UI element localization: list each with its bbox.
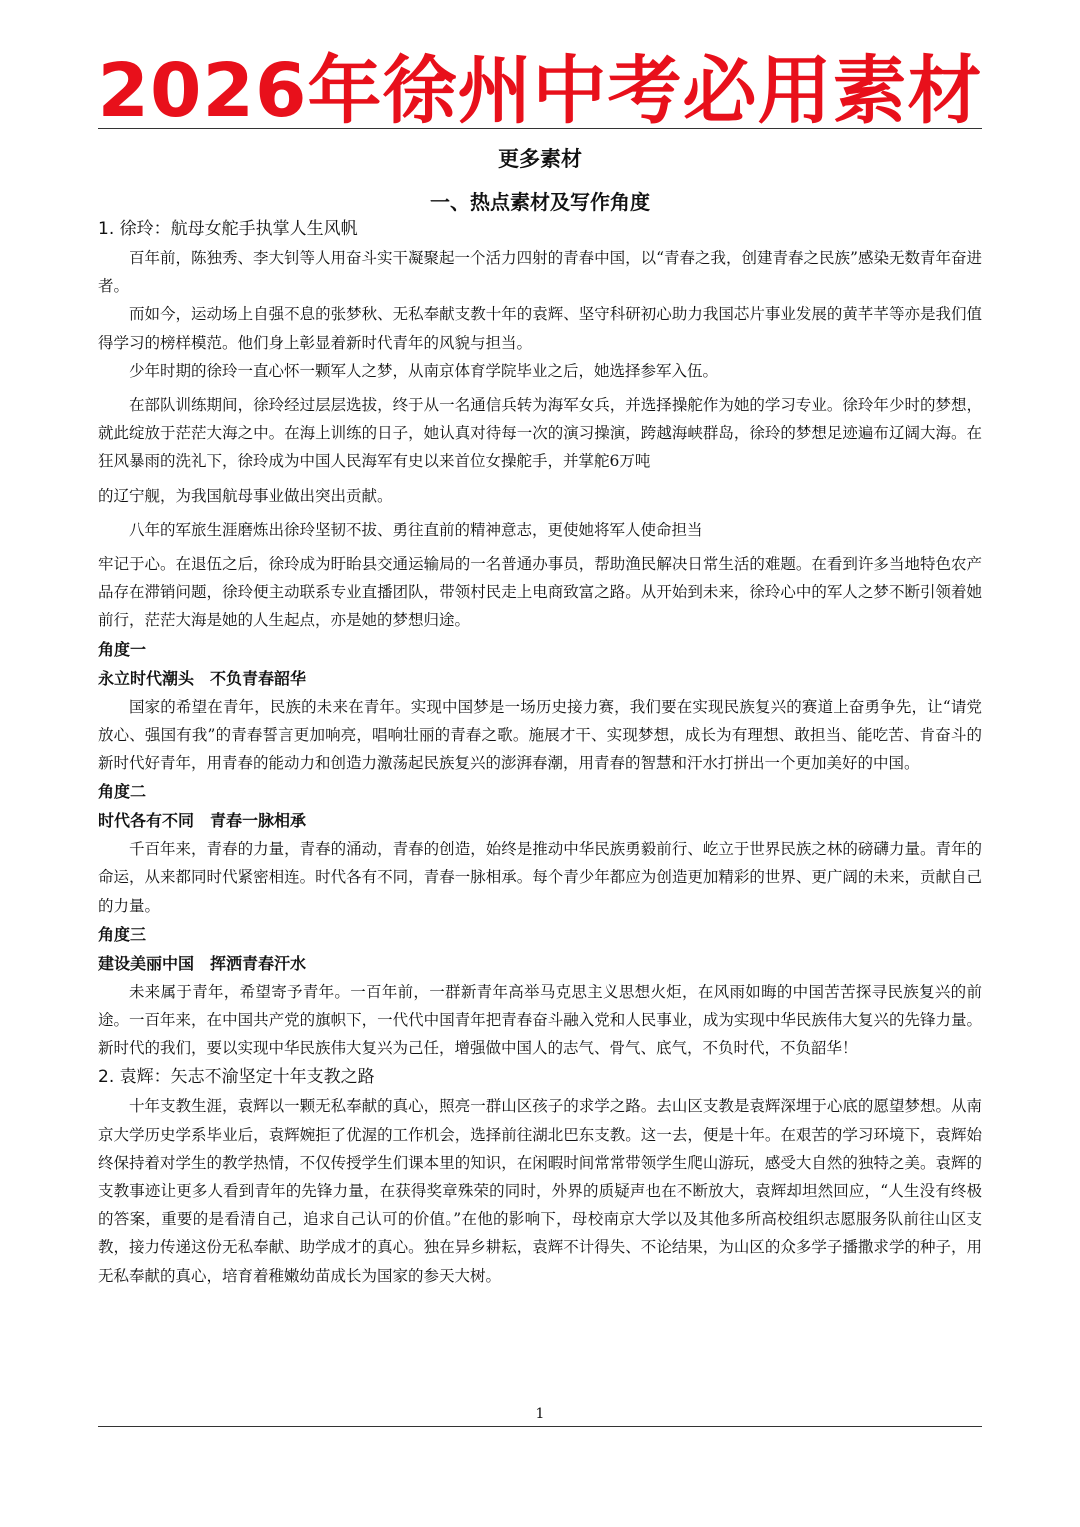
topic-heading: 2. 袁辉：矢志不渝坚定十年支教之路 (98, 1067, 375, 1088)
paragraph: 八年的军旅生涯磨炼出徐玲坚韧不拔、勇往直前的精神意志，更使她将军人使命担当 (129, 520, 703, 539)
paragraph: 国家的希望在青年，民族的未来在青年。实现中国梦是一场历史接力赛，我们要在实现民族复兴的赛道上奋勇争先，让“请党放心、强国有我”的青春誓言更加响亮，唱响壮丽的青春之歌。施展才干、实现梦想，成长为有理想、敢担当、能吃苦、肯奋斗的新时代好青年，用青春的能动力和创造力激荡起民族复兴的澎湃春潮，用青春的智慧和汗水打拼出一个更加美好的中国。 (98, 697, 982, 773)
paragraph: 而如今，运动场上自强不息的张梦秋、无私奉献支教十年的袁辉、坚守科研初心助力我国芯片事业发展的黄芊芊等亦是我们值得学习的榜样模范。他们身上彰显着新时代青年的风貌与担当。 (98, 305, 982, 352)
section-title: 一、热点素材及写作角度 (430, 190, 650, 214)
page-number: 1 (535, 1406, 545, 1422)
paragraph: 十年支教生涯，袁辉以一颗无私奉献的真心，照亮一群山区孩子的求学之路。去山区支教是袁辉深埋于心底的愿望梦想。从南京大学历史学系毕业后，袁辉婉拒了优渥的工作机会，选择前往湖北巴东支教。这一去，便是十年。在艰苦的学习环境下，袁辉始终保持着对学生的教学热情，不仅传授学生们课本里的知识，在闲暇时间常常带领学生爬山游玩，感受大自然的独特之美。袁辉的支教事迹让更多人看到青年的先锋力量，在获得奖章殊荣的同时，外界的质疑声也在不断放大，袁辉却坦然回应，“人生没有终极的答案，重要的是看清自己，追求自己认可的价值。”在他的影响下，母校南京大学以及其他多所高校组织志愿服务队前往山区支教，接力传递这份无私奉献、助学成才的真心。独在异乡耕耘，袁辉不计得失、不论结果，为山区的众多学子播撒求学的种子，用无私奉献的真心，培育着稚嫩幼苗成长为国家的参天大树。 (98, 1097, 982, 1285)
header-rule (98, 128, 982, 129)
angle-title: 时代各有不同 青春一脉相承 (98, 811, 307, 831)
footer-rule (98, 1426, 982, 1427)
angle-title: 建设美丽中国 挥洒青春汗水 (98, 953, 307, 973)
paragraph: 的辽宁舰，为我国航母事业做出突出贡献。 (98, 486, 393, 505)
paragraph: 在部队训练期间，徐玲经过层层选拔，终于从一名通信兵转为海军女兵，并选择操舵作为她的学习专业。徐玲年少时的梦想，就此绽放于茫茫大海之中。在海上训练的日子，她认真对待每一次的演习操演，跨越海峡群岛，徐玲的梦想足迹遍布辽阔大海。在狂风暴雨的洗礼下，徐玲成为中国人民海军有史以来首位女操舵手，并掌舵6万吨 (98, 396, 982, 471)
angle-label: 角度二 (98, 782, 147, 802)
paragraph: 百年前，陈独秀、李大钊等人用奋斗实干凝聚起一个活力四射的青春中国，以“青春之我，创建青春之民族”感染无数青年奋进者。 (98, 249, 982, 296)
paragraph: 未来属于青年，希望寄予青年。一百年前，一群新青年高举马克思主义思想火炬，在风雨如晦的中国苦苦探寻民族复兴的前途。一百年来，在中国共产党的旗帜下，一代代中国青年把青春奋斗融入党和人民事业，成为实现中华民族伟大复兴的先锋力量。新时代的我们，要以实现中华民族伟大复兴为己任，增强做中国人的志气、骨气、底气，不负时代，不负韶华！ (98, 982, 982, 1058)
subtitle: 更多素材 (498, 147, 582, 171)
paragraph: 千百年来，青春的力量，青春的涌动，青春的创造，始终是推动中华民族勇毅前行、屹立于世界民族之林的磅礴力量。青年的命运，从来都同时代紧密相连。时代各有不同，青春一脉相承。每个青少年都应为创造更加精彩的世界、更广阔的未来，贡献自己的力量。 (98, 840, 982, 915)
topic-heading: 1. 徐玲：航母女舵手执掌人生风帆 (98, 219, 358, 239)
angle-title: 永立时代潮头 不负青春韶华 (98, 668, 307, 688)
document-body (98, 214, 982, 1290)
paragraph: 少年时期的徐玲一直心怀一颗军人之梦，从南京体育学院毕业之后，她选择参军入伍。 (129, 361, 719, 380)
banner-title: 2026年徐州中考必用素材 (97, 48, 983, 134)
angle-label: 角度一 (98, 639, 147, 659)
angle-label: 角度三 (98, 924, 147, 944)
paragraph: 牢记于心。在退伍之后，徐玲成为盱眙县交通运输局的一名普通办事员，帮助渔民解决日常生活的难题。在看到许多当地特色农产品存在滞销问题，徐玲便主动联系专业直播团队，带领村民走上电商致富之路。从开始到未来，徐玲心中的军人之梦不断引领着她前行，茫茫大海是她的人生起点，亦是她的梦想归途。 (98, 555, 982, 630)
